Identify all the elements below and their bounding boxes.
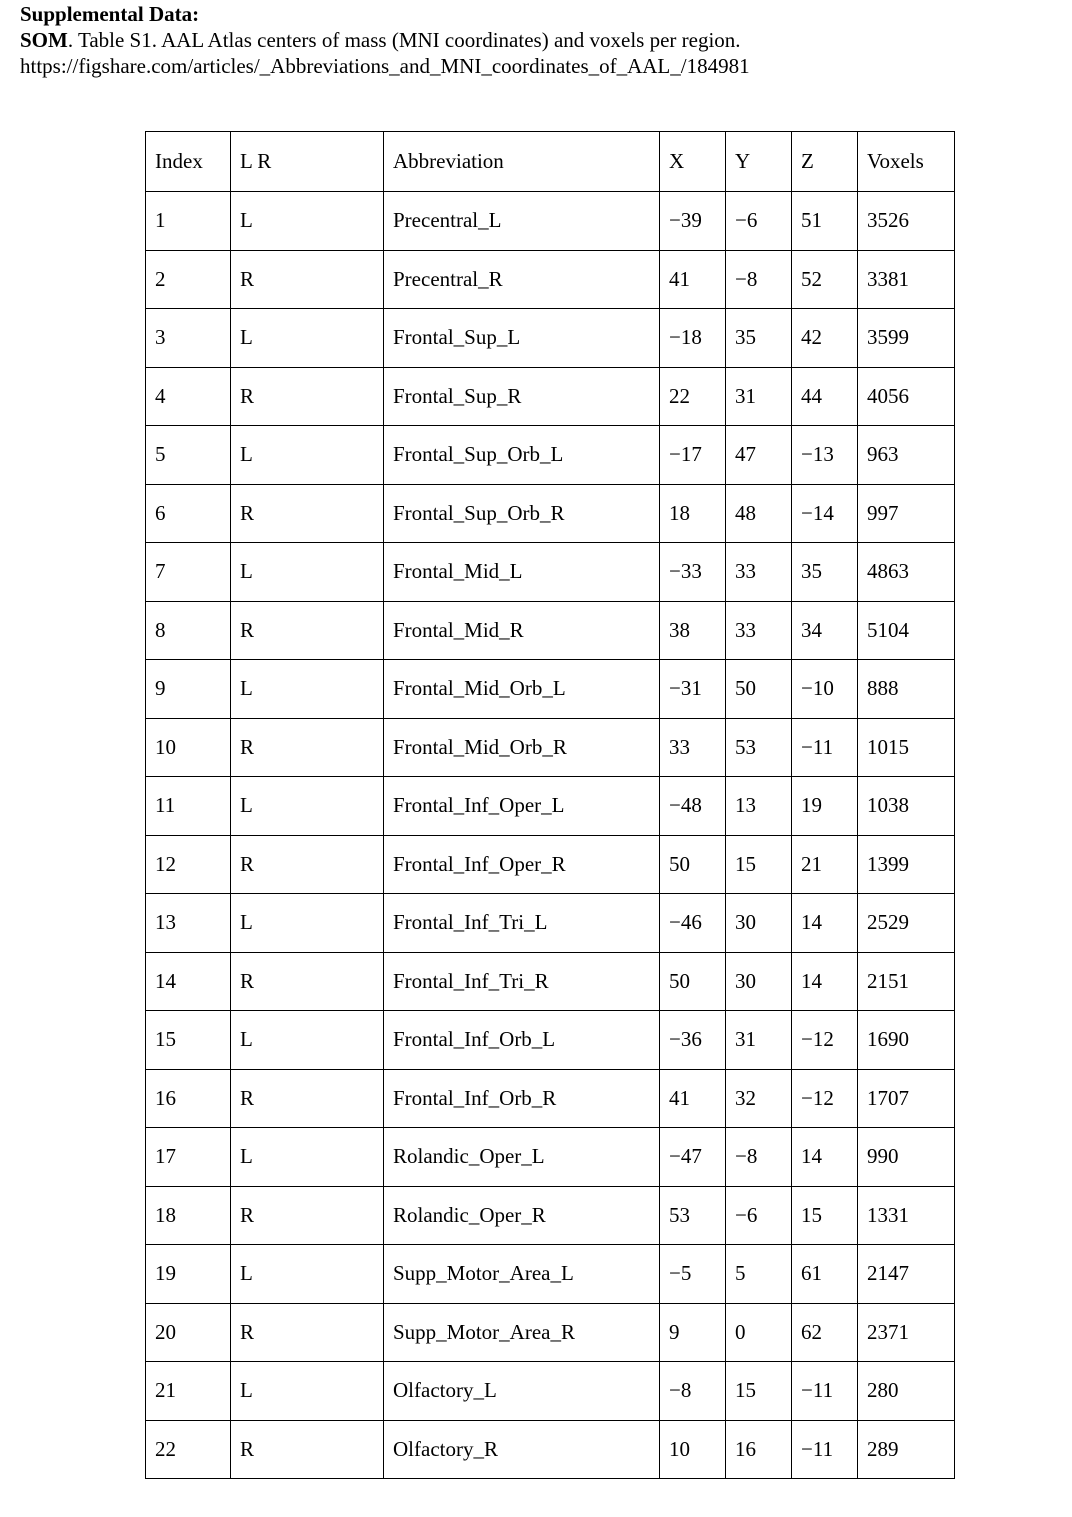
cell-voxels: 963 — [858, 426, 955, 485]
cell-abbreviation: Rolandic_Oper_L — [384, 1128, 660, 1187]
cell-abbreviation: Frontal_Mid_Orb_L — [384, 660, 660, 719]
cell-lr: L — [231, 1362, 384, 1421]
cell-lr: L — [231, 1011, 384, 1070]
cell-x: 33 — [660, 718, 726, 777]
cell-index: 17 — [146, 1128, 231, 1187]
cell-x: −46 — [660, 894, 726, 953]
cell-index: 20 — [146, 1303, 231, 1362]
page-title: Supplemental Data: — [20, 2, 200, 26]
column-header-index: Index — [146, 132, 231, 192]
table-row — [146, 309, 955, 368]
cell-z: −11 — [792, 1420, 858, 1479]
cell-lr: R — [231, 952, 384, 1011]
cell-y: 31 — [726, 367, 792, 426]
cell-lr: L — [231, 894, 384, 953]
cell-abbreviation: Frontal_Inf_Oper_R — [384, 835, 660, 894]
cell-x: 53 — [660, 1186, 726, 1245]
cell-abbreviation: Frontal_Mid_Orb_R — [384, 718, 660, 777]
cell-index: 15 — [146, 1011, 231, 1070]
table-row — [146, 367, 955, 426]
table-row — [146, 543, 955, 602]
column-header-x: X — [660, 132, 726, 192]
cell-index: 3 — [146, 309, 231, 368]
cell-x: −33 — [660, 543, 726, 602]
cell-voxels: 280 — [858, 1362, 955, 1421]
cell-lr: R — [231, 1069, 384, 1128]
column-header-z: Z — [792, 132, 858, 192]
cell-voxels: 2529 — [858, 894, 955, 953]
caption-label: SOM — [20, 28, 68, 52]
cell-voxels: 3526 — [858, 192, 955, 251]
cell-index: 1 — [146, 192, 231, 251]
cell-z: −12 — [792, 1011, 858, 1070]
table-row — [146, 484, 955, 543]
cell-index: 13 — [146, 894, 231, 953]
cell-lr: R — [231, 835, 384, 894]
column-header-voxels: Voxels — [858, 132, 955, 192]
cell-index: 10 — [146, 718, 231, 777]
cell-z: 35 — [792, 543, 858, 602]
cell-x: 38 — [660, 601, 726, 660]
cell-index: 21 — [146, 1362, 231, 1421]
cell-index: 2 — [146, 250, 231, 309]
cell-x: −36 — [660, 1011, 726, 1070]
table-row — [146, 777, 955, 836]
cell-voxels: 4863 — [858, 543, 955, 602]
cell-index: 5 — [146, 426, 231, 485]
cell-abbreviation: Precentral_L — [384, 192, 660, 251]
cell-z: −11 — [792, 1362, 858, 1421]
cell-voxels: 2147 — [858, 1245, 955, 1304]
cell-lr: L — [231, 660, 384, 719]
cell-y: 15 — [726, 1362, 792, 1421]
cell-lr: L — [231, 426, 384, 485]
cell-z: −13 — [792, 426, 858, 485]
cell-y: −6 — [726, 1186, 792, 1245]
cell-z: 62 — [792, 1303, 858, 1362]
cell-z: 14 — [792, 894, 858, 953]
cell-z: −10 — [792, 660, 858, 719]
table-row — [146, 1128, 955, 1187]
cell-voxels: 289 — [858, 1420, 955, 1479]
cell-lr: R — [231, 1186, 384, 1245]
cell-lr: L — [231, 309, 384, 368]
table-row — [146, 601, 955, 660]
document-header — [20, 0, 1060, 79]
cell-x: −48 — [660, 777, 726, 836]
cell-abbreviation: Olfactory_L — [384, 1362, 660, 1421]
cell-x: 41 — [660, 250, 726, 309]
cell-y: 30 — [726, 952, 792, 1011]
cell-abbreviation: Precentral_R — [384, 250, 660, 309]
cell-y: −8 — [726, 250, 792, 309]
table-row — [146, 835, 955, 894]
cell-z: 34 — [792, 601, 858, 660]
cell-z: 44 — [792, 367, 858, 426]
cell-voxels: 990 — [858, 1128, 955, 1187]
cell-y: 30 — [726, 894, 792, 953]
cell-index: 19 — [146, 1245, 231, 1304]
cell-x: 41 — [660, 1069, 726, 1128]
table-row — [146, 426, 955, 485]
column-header-abbreviation: Abbreviation — [384, 132, 660, 192]
cell-index: 4 — [146, 367, 231, 426]
cell-voxels: 4056 — [858, 367, 955, 426]
cell-y: 0 — [726, 1303, 792, 1362]
table-row — [146, 250, 955, 309]
column-header-lr: L R — [231, 132, 384, 192]
cell-lr: R — [231, 250, 384, 309]
cell-index: 8 — [146, 601, 231, 660]
cell-x: 22 — [660, 367, 726, 426]
table-row — [146, 660, 955, 719]
cell-x: −17 — [660, 426, 726, 485]
cell-z: 14 — [792, 952, 858, 1011]
cell-abbreviation: Frontal_Inf_Tri_R — [384, 952, 660, 1011]
cell-voxels: 1331 — [858, 1186, 955, 1245]
cell-x: 10 — [660, 1420, 726, 1479]
cell-y: 31 — [726, 1011, 792, 1070]
cell-y: 16 — [726, 1420, 792, 1479]
cell-z: 19 — [792, 777, 858, 836]
caption-text: . Table S1. AAL Atlas centers of mass (MNI coordinates) and voxels per region. — [67, 28, 741, 52]
cell-voxels: 997 — [858, 484, 955, 543]
cell-lr: R — [231, 718, 384, 777]
cell-lr: R — [231, 367, 384, 426]
table-row — [146, 1303, 955, 1362]
cell-z: 21 — [792, 835, 858, 894]
cell-x: −39 — [660, 192, 726, 251]
cell-y: −8 — [726, 1128, 792, 1187]
cell-index: 11 — [146, 777, 231, 836]
cell-x: 18 — [660, 484, 726, 543]
cell-z: 15 — [792, 1186, 858, 1245]
cell-z: −12 — [792, 1069, 858, 1128]
cell-y: 50 — [726, 660, 792, 719]
table-caption — [20, 27, 1060, 53]
cell-abbreviation: Frontal_Inf_Oper_L — [384, 777, 660, 836]
cell-lr: L — [231, 1245, 384, 1304]
cell-y: 32 — [726, 1069, 792, 1128]
cell-abbreviation: Frontal_Inf_Tri_L — [384, 894, 660, 953]
cell-y: 33 — [726, 543, 792, 602]
table-row — [146, 718, 955, 777]
table-row — [146, 1186, 955, 1245]
cell-voxels: 3381 — [858, 250, 955, 309]
cell-x: −47 — [660, 1128, 726, 1187]
cell-z: 52 — [792, 250, 858, 309]
table-row — [146, 1069, 955, 1128]
cell-z: 51 — [792, 192, 858, 251]
cell-y: 33 — [726, 601, 792, 660]
cell-index: 18 — [146, 1186, 231, 1245]
cell-x: −5 — [660, 1245, 726, 1304]
cell-lr: R — [231, 1420, 384, 1479]
cell-y: −6 — [726, 192, 792, 251]
cell-lr: L — [231, 777, 384, 836]
cell-lr: R — [231, 601, 384, 660]
cell-abbreviation: Supp_Motor_Area_L — [384, 1245, 660, 1304]
cell-abbreviation: Frontal_Sup_L — [384, 309, 660, 368]
table-row — [146, 952, 955, 1011]
table-row — [146, 1011, 955, 1070]
cell-index: 16 — [146, 1069, 231, 1128]
cell-abbreviation: Rolandic_Oper_R — [384, 1186, 660, 1245]
cell-index: 9 — [146, 660, 231, 719]
cell-voxels: 888 — [858, 660, 955, 719]
cell-x: 50 — [660, 835, 726, 894]
table-row — [146, 192, 955, 251]
cell-lr: R — [231, 1303, 384, 1362]
cell-voxels: 1707 — [858, 1069, 955, 1128]
cell-abbreviation: Frontal_Sup_Orb_R — [384, 484, 660, 543]
cell-lr: L — [231, 192, 384, 251]
table-row — [146, 894, 955, 953]
cell-x: −18 — [660, 309, 726, 368]
cell-abbreviation: Frontal_Sup_R — [384, 367, 660, 426]
cell-z: 42 — [792, 309, 858, 368]
cell-lr: L — [231, 543, 384, 602]
cell-voxels: 5104 — [858, 601, 955, 660]
cell-voxels: 2151 — [858, 952, 955, 1011]
cell-y: 13 — [726, 777, 792, 836]
cell-abbreviation: Frontal_Inf_Orb_R — [384, 1069, 660, 1128]
cell-z: 61 — [792, 1245, 858, 1304]
cell-abbreviation: Olfactory_R — [384, 1420, 660, 1479]
cell-abbreviation: Frontal_Sup_Orb_L — [384, 426, 660, 485]
cell-y: 47 — [726, 426, 792, 485]
cell-z: −14 — [792, 484, 858, 543]
cell-index: 7 — [146, 543, 231, 602]
cell-x: −8 — [660, 1362, 726, 1421]
cell-abbreviation: Frontal_Mid_L — [384, 543, 660, 602]
cell-voxels: 1690 — [858, 1011, 955, 1070]
cell-y: 5 — [726, 1245, 792, 1304]
cell-y: 35 — [726, 309, 792, 368]
cell-z: −11 — [792, 718, 858, 777]
source-url: https://figshare.com/articles/_Abbreviations_and_MNI_coordinates_of_AAL_/184981 — [20, 54, 750, 78]
cell-voxels: 1015 — [858, 718, 955, 777]
table-row — [146, 1362, 955, 1421]
cell-index: 14 — [146, 952, 231, 1011]
cell-x: 9 — [660, 1303, 726, 1362]
cell-voxels: 3599 — [858, 309, 955, 368]
cell-voxels: 1399 — [858, 835, 955, 894]
cell-abbreviation: Frontal_Inf_Orb_L — [384, 1011, 660, 1070]
aal-atlas-table — [145, 131, 955, 1479]
cell-x: 50 — [660, 952, 726, 1011]
table-row — [146, 1420, 955, 1479]
column-header-y: Y — [726, 132, 792, 192]
cell-y: 48 — [726, 484, 792, 543]
cell-lr: R — [231, 484, 384, 543]
cell-y: 15 — [726, 835, 792, 894]
table-row — [146, 1245, 955, 1304]
cell-abbreviation: Frontal_Mid_R — [384, 601, 660, 660]
cell-lr: L — [231, 1128, 384, 1187]
cell-y: 53 — [726, 718, 792, 777]
cell-voxels: 2371 — [858, 1303, 955, 1362]
table-header-row — [146, 132, 955, 192]
cell-x: −31 — [660, 660, 726, 719]
cell-abbreviation: Supp_Motor_Area_R — [384, 1303, 660, 1362]
cell-index: 6 — [146, 484, 231, 543]
cell-z: 14 — [792, 1128, 858, 1187]
cell-index: 22 — [146, 1420, 231, 1479]
cell-index: 12 — [146, 835, 231, 894]
cell-voxels: 1038 — [858, 777, 955, 836]
